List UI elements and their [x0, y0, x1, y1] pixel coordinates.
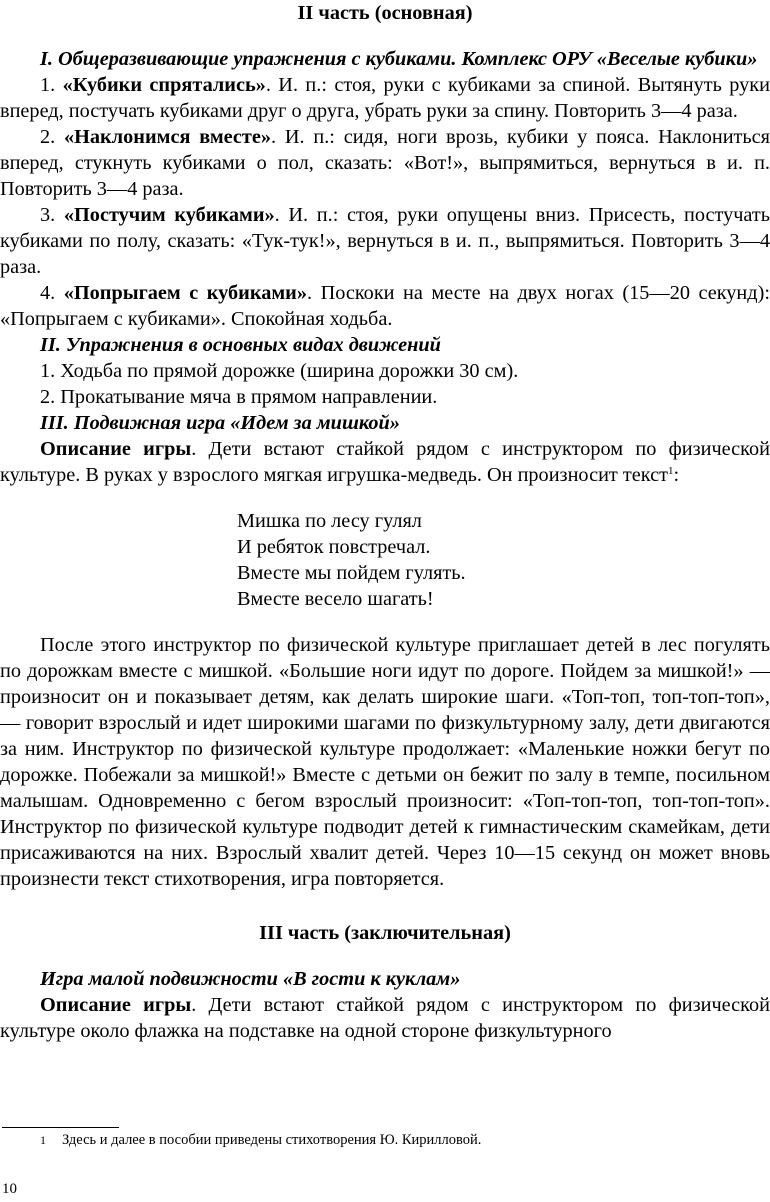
footnote-reference: 1 — [667, 465, 674, 477]
footnote-text: Здесь и далее в пособии приведены стихотворения Ю. Кирилловой. — [62, 1132, 482, 1148]
game-description-label: Описание игры — [40, 438, 192, 460]
exercise-1-number: 1. — [40, 74, 63, 96]
exercise-4-name: «Попрыгаем с кубиками» — [63, 282, 307, 304]
exercise-1 — [0, 72, 770, 124]
part3-heading: III часть (заключительная) — [259, 922, 511, 944]
game-description — [0, 436, 770, 488]
exercise-2-number: 2. — [40, 126, 64, 148]
poem-line: Вместе мы пойдем гулять. — [237, 562, 466, 584]
exercise-3 — [0, 202, 770, 280]
exercise-1-name: «Кубики спрятались» — [62, 74, 266, 96]
poem-line: Мишка по лесу гулял — [237, 510, 422, 532]
section2-item: 1. Ходьба по прямой дорожке (ширина дорожки 30 см). — [40, 360, 519, 382]
game-description-text: . Дети встают стайкой рядом с инструктором по физической культуре. В руках у взрослого мягкая игрушка-медведь. Он произносит текст — [0, 438, 770, 486]
page-number: 10 — [2, 1181, 17, 1197]
part3-game-description — [0, 992, 770, 1044]
footnote-divider — [2, 1127, 119, 1128]
poem-line: Вместе весело шагать! — [237, 588, 434, 610]
part3-game-description-label: Описание игры — [40, 994, 192, 1016]
exercise-1-text: . И. п.: стоя, руки с кубиками за спиной. Вытянуть руки вперед, постучать кубиками друг о друга, убрать руки за спину. Повторить 3—4 раза. — [0, 74, 770, 122]
part2-heading: II часть (основная) — [297, 2, 473, 24]
exercise-2-name: «Наклонимся вместе» — [64, 126, 271, 148]
section2-title: II. Упражнения в основных видах движений — [40, 334, 441, 356]
game-description-colon: : — [673, 464, 680, 486]
exercise-3-number: 3. — [40, 204, 64, 226]
exercise-4 — [0, 280, 770, 332]
exercise-2 — [0, 124, 770, 202]
part3-game-title: Игра малой подвижности «В гости к куклам» — [40, 968, 461, 990]
section2-item: 2. Прокатывание мяча в прямом направлении. — [40, 386, 438, 408]
exercise-4-number: 4. — [40, 282, 64, 304]
exercise-2-text: . И. п.: сидя, ноги врозь, кубики у пояса. Наклониться вперед, стукнуть кубиками о пол, сказать: «Вот!», выпрямиться, вернуться в и. п. Повторить 3—4 раза. — [0, 126, 770, 200]
exercise-3-text: . И. п.: стоя, руки опущены вниз. Присесть, постучать кубиками по полу, сказать: «Тук-тук!», вернуться в и. п., выпрямиться. Повторить 3—4 раза. — [0, 204, 770, 278]
exercise-3-name: «Постучим кубиками» — [63, 204, 275, 226]
poem-line: И ребяток повстречал. — [237, 536, 431, 558]
section3-title: III. Подвижная игра «Идем за мишкой» — [40, 412, 400, 434]
game-continuation: После этого инструктор по физической культуре приглашает детей в лес погулять по дорожкам вместе с мишкой. «Большие ноги идут по дороге. Пойдем за мишкой!» — произносит он и показывает детям, как делать широкие шаги. «Топ-топ, топ-топ-топ», — говорит взрослый и идет широкими шагами по физкультурному залу, дети двигаются за ним. Инструктор по физической культуре продолжает: «Маленькие ножки бегут по дорожке. Побежали за мишкой!» Вместе с детьми он бежит по залу в темпе, посильном малышам. Одновременно с бегом взрослый произносит: «Топ-топ-топ, топ-топ-топ». Инструктор по физической культуре подводит детей к гимнастическим скамейкам, дети присаживаются на них. Взрослый хвалит детей. Через 10—15 секунд он может вновь произнести текст стихотворения, игра повторяется. — [0, 634, 770, 890]
poem — [237, 508, 770, 612]
part3-game-description-text: . Дети встают стайкой рядом с инструктором по физической культуре около флажка на подставке на одной стороне физкультурного — [0, 994, 770, 1042]
footnote — [40, 1131, 481, 1149]
section1-title: I. Общеразвивающие упражнения с кубиками. Комплекс ОРУ «Веселые кубики» — [40, 48, 758, 70]
footnote-mark: 1 — [40, 1133, 46, 1147]
exercise-4-text: . Поскоки на месте на двух ногах (15—20 секунд): «Попрыгаем с кубиками». Спокойная ходьба. — [0, 282, 770, 330]
